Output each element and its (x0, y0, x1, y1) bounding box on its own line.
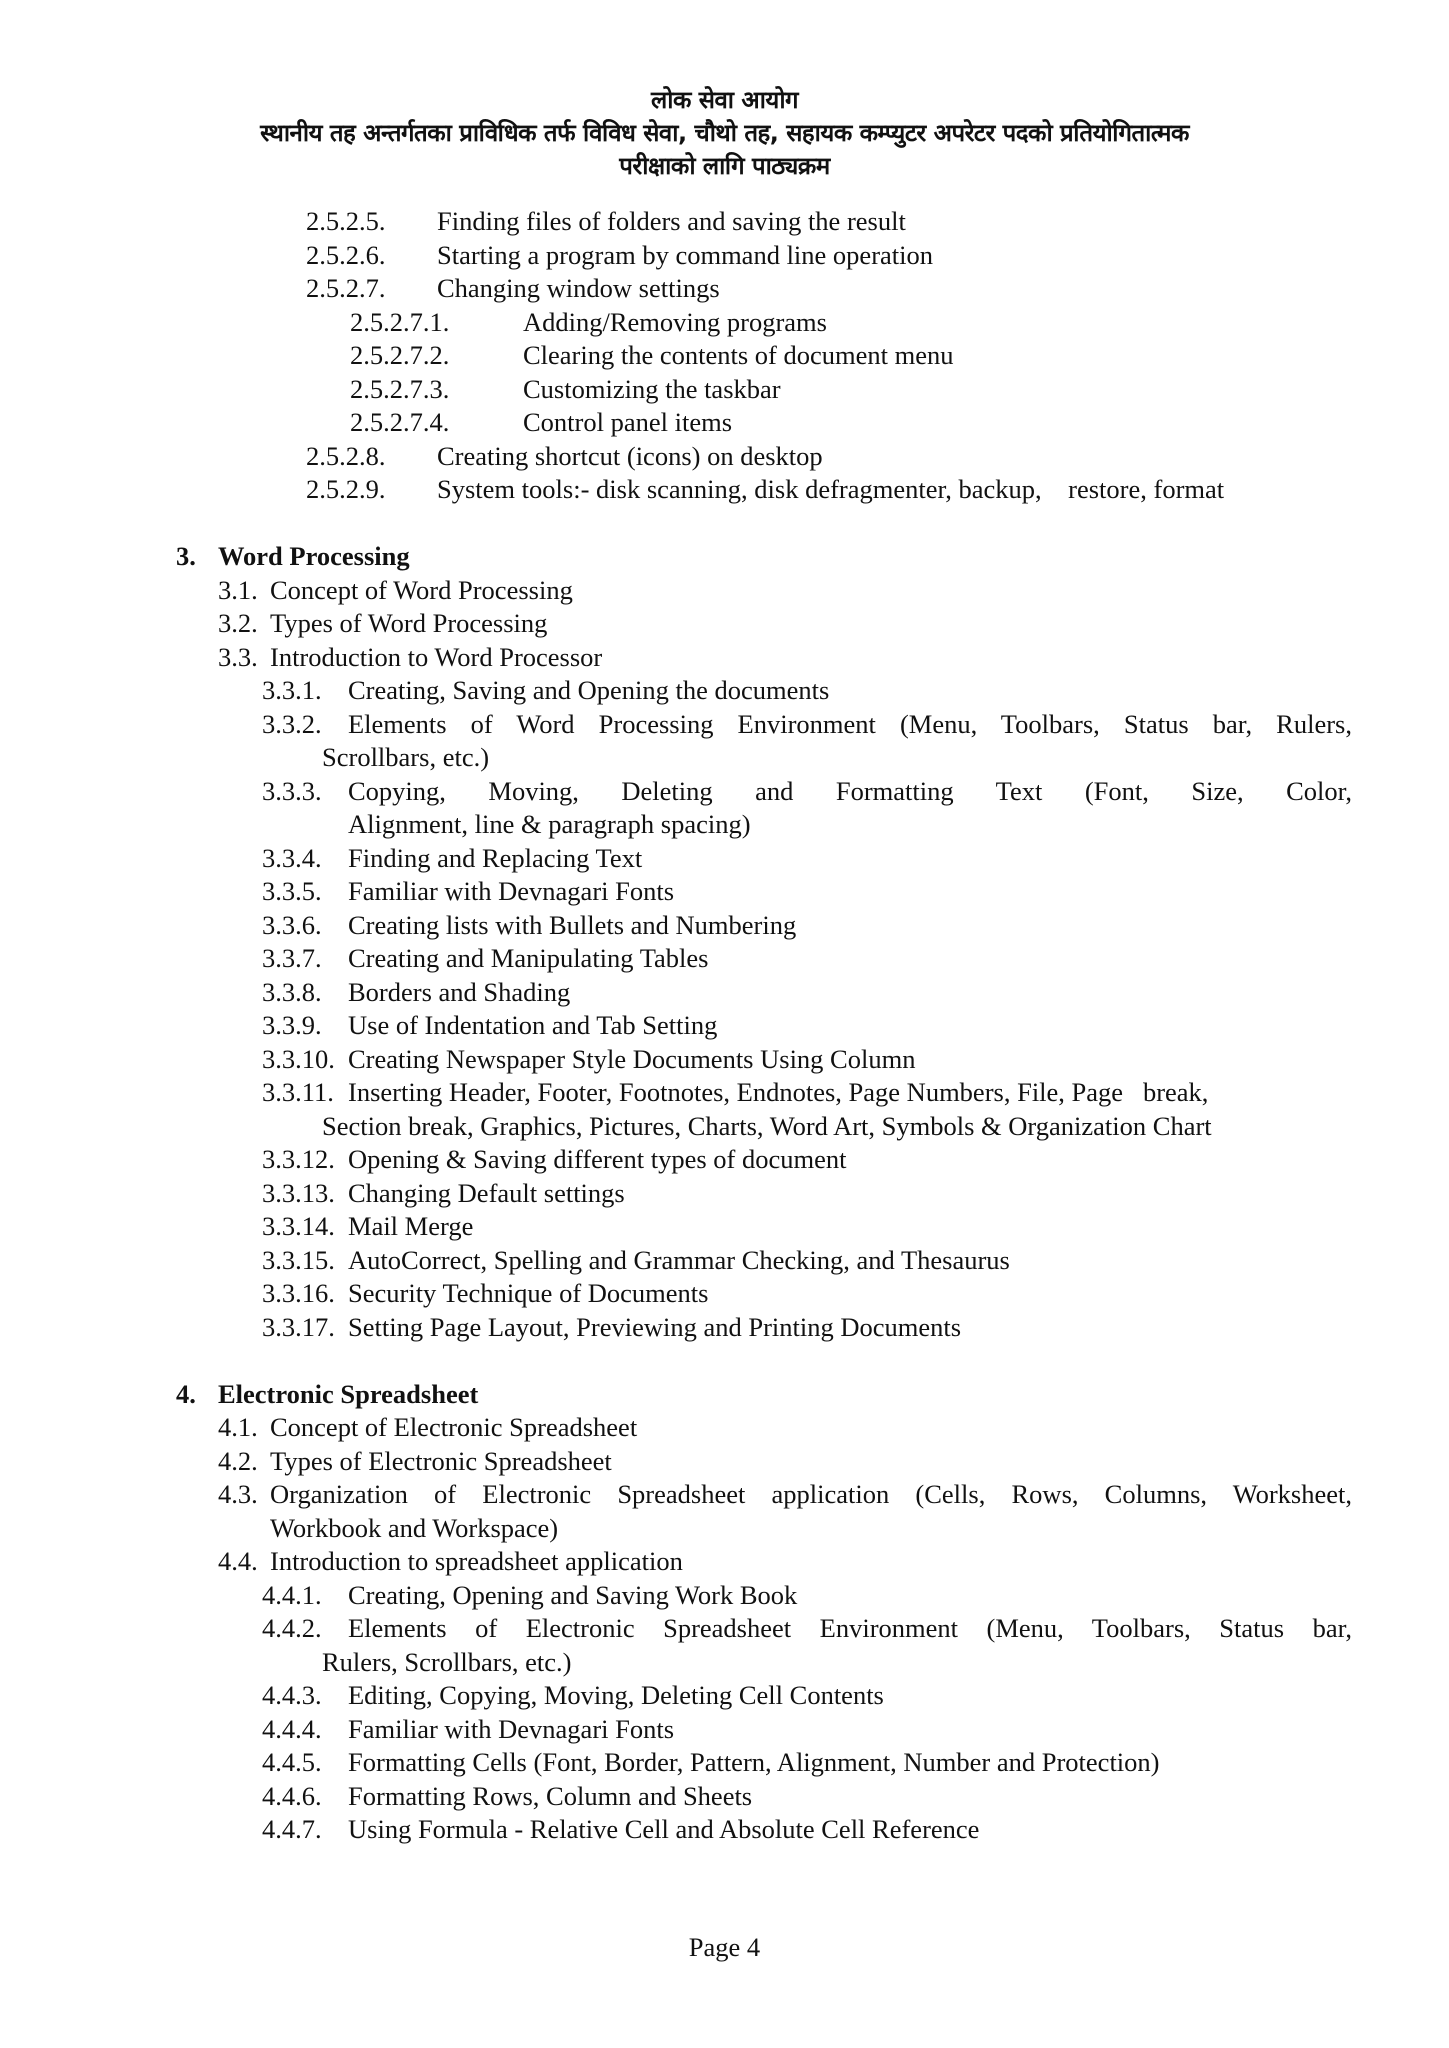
syllabus-subtitle: स्थानीय तह अन्तर्गतका प्राविधिक तर्फ विविध सेवा, चौथो तह, सहायक कम्प्युटर अपरेटर पदको प्रतियोगितात्मक (260, 119, 1189, 147)
page-number: Page 4 (688, 1932, 761, 1962)
document-header (0, 84, 1449, 183)
commission-name: लोक सेवा आयोग (650, 86, 799, 114)
syllabus-title: परीक्षाको लागि पाठ्यक्रम (619, 152, 830, 180)
